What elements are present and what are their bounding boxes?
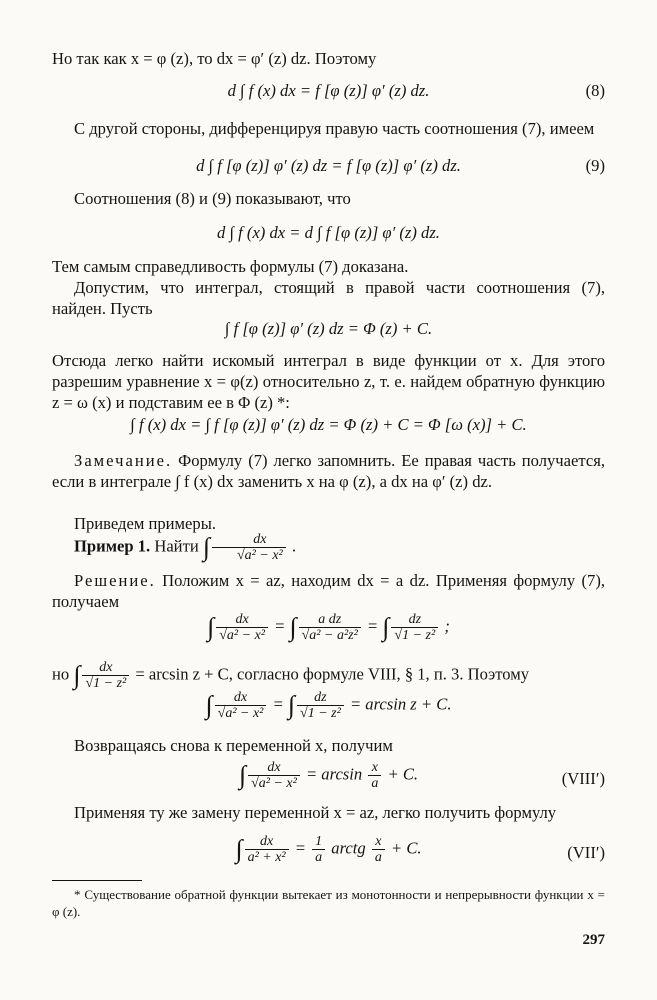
fraction: $\frac{dz}{\text{√1 − z²}}$ [391, 612, 438, 643]
paragraph: Отсюда легко найти искомый интеграл в виде функции от x. Для этого разрешим уравнение x = φ(z) относительно z, т. е. найдем обратную функцию z = ω (x) и подставим ее в Φ (z) *: [52, 351, 605, 412]
fraction: $\frac{\text{a dz}}{\text{√a² − a²z²}}$ [299, 612, 361, 643]
fraction: $\frac{dx}{\text{√a² − x²}}$ [248, 760, 300, 791]
equation-phi: ∫ f [φ (z)] φ′ (z) dz = Φ (z) + C. [224, 319, 433, 338]
fraction: $\frac{x}{a}$ [372, 834, 385, 865]
paragraph: но ∫ $\frac{dx}{\text{√1 − z²}}$ = arcsin z + C, согласно формуле VIII, § 1, п. 3. Поэтому [52, 660, 530, 691]
fraction: $\frac{dx}{\text{√1 − z²}}$ [82, 660, 129, 691]
equation-substitution: ∫ $\frac{dx}{\text{√a² − x²}}$ = ∫ $\frac{\text{a dz}}{\text{√a² − a²z²}}$ = ∫ $\frac{dz}{\text{√1 − z²}}$ ; [207, 612, 450, 643]
fraction: $\frac{dx}{\text{√a² − x²}}$ [216, 612, 268, 643]
equation-vii-prime: ∫ $\frac{dx}{\text{a² + x²}}$ = $\frac{1}{a}$ arctg $\frac{x}{a}$ + C. (VII′) [235, 834, 605, 865]
fraction: $\frac{x}{a}$ [368, 760, 381, 791]
fraction: $\frac{dx}{\text{a² + x²}}$ [245, 834, 289, 865]
equation-number: (VII′) [567, 843, 605, 862]
equation-number: (VIII′) [561, 769, 605, 788]
equation-number: (9) [585, 156, 605, 175]
paragraph: Возвращаясь снова к переменной x, получим [74, 736, 393, 755]
example-label: Пример 1. [74, 536, 151, 556]
paragraph: Тем самым справедливость формулы (7) доказана. [52, 257, 409, 276]
footnote: * Существование обратной функции вытекает из монотонности и непрерывности функции x = φ (z). [52, 887, 605, 919]
fraction: $\frac{dx}{\text{√a² − x²}}$ [212, 532, 286, 563]
remark-paragraph: Замечание. Формулу (7) легко запомнить. Ее правая часть получается, если в интеграле ∫ f (x) dx заменить x на φ (z), а dx на φ′ (z) dz. [52, 451, 605, 491]
equation-arcsin-z: ∫ $\frac{dx}{\text{√a² − x²}}$ = ∫ $\frac{dz}{\text{√1 − z²}}$ = arcsin z + C. [205, 690, 452, 721]
equation-8: d ∫ f (x) dx = f [φ (z)] φ′ (z) dz. (8) [227, 81, 605, 100]
fraction: $\frac{dx}{\text{√a² − x²}}$ [215, 690, 267, 721]
equation-number: (8) [585, 81, 605, 100]
paragraph: Но так как x = φ (z), то dx = φ′ (z) dz. Поэтому [52, 49, 377, 68]
paragraph: Применяя ту же замену переменной x = az, легко получить формулу [74, 803, 557, 822]
remark-label: Замечание. [74, 451, 173, 470]
example-paragraph: Пример 1. Найти ∫ $\frac{dx}{\text{√a² − x²}}$ . [74, 532, 297, 563]
fraction: $\frac{dz}{\text{√1 − z²}}$ [297, 690, 344, 721]
fraction: $\frac{1}{a}$ [312, 834, 325, 865]
page-number: 297 [582, 932, 605, 948]
equation-viii-prime: ∫ $\frac{dx}{\text{√a² − x²}}$ = arcsin $\frac{x}{a}$ + C. (VIII′) [238, 760, 605, 791]
equation-9: d ∫ f [φ (z)] φ′ (z) dz = f [φ (z)] φ′ (z) dz. (9) [196, 156, 605, 175]
paragraph: С другой стороны, дифференцируя правую часть соотношения (7), имеем [74, 119, 595, 138]
solution-label: Решение. [74, 571, 156, 590]
paragraph: Приведем примеры. [74, 514, 217, 533]
paragraph: Допустим, что интеграл, стоящий в правой части соотношения (7), найден. Пусть [52, 278, 605, 318]
footnote-divider [52, 880, 142, 881]
equation-both: d ∫ f (x) dx = d ∫ f [φ (z)] φ′ (z) dz. [217, 223, 440, 242]
equation-full: ∫ f (x) dx = ∫ f [φ (z)] φ′ (z) dz = Φ (z) + C = Φ [ω (x)] + C. [130, 415, 527, 434]
paragraph: Соотношения (8) и (9) показывают, что [74, 189, 351, 208]
solution-paragraph: Решение. Положим x = az, находим dx = a dz. Применяя формулу (7), получаем [52, 571, 605, 611]
